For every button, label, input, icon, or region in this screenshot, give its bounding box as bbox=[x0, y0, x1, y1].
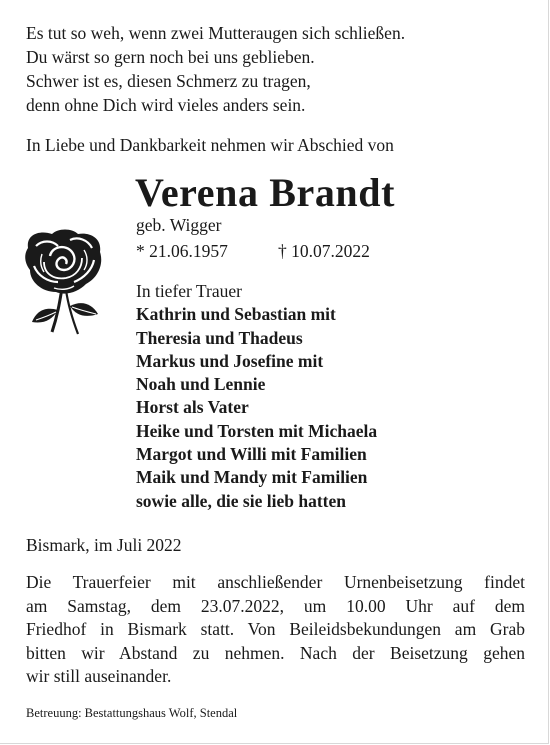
mourner-name: Markus und Josefine mit bbox=[136, 350, 324, 371]
funeral-home-credit: Betreuung: Bestattungshaus Wolf, Stendal bbox=[26, 706, 238, 720]
mourner-name: Maik und Mandy mit Familien bbox=[136, 467, 368, 488]
mourner-name: Margot und Willi mit Familien bbox=[136, 444, 367, 465]
funeral-notice bbox=[26, 571, 525, 689]
poem-line: Es tut so weh, wenn zwei Mutteraugen sich schließen. bbox=[26, 23, 406, 43]
poem-line: denn ohne Dich wird vieles anders sein. bbox=[26, 95, 306, 115]
poem bbox=[26, 21, 405, 117]
notice-line: Friedhof in Bismark statt. Von Beileidsbekundungen am Grab bbox=[26, 619, 525, 639]
mourners-lead: In tiefer Trauer bbox=[136, 281, 242, 301]
poem-line: Du wärst so gern noch bei uns geblieben. bbox=[26, 47, 315, 67]
mourner-name: sowie alle, die sie lieb hatten bbox=[136, 490, 346, 511]
poem-line: Schwer ist es, diesen Schmerz zu tragen, bbox=[26, 71, 311, 91]
notice-line: bitten wir Abstand zu nehmen. Nach der Beisetzung gehen bbox=[26, 642, 525, 663]
life-dates bbox=[136, 240, 370, 262]
death-date: † 10.07.2022 bbox=[278, 241, 370, 261]
deceased-name: Verena Brandt bbox=[135, 170, 396, 215]
place-and-date: Bismark, im Juli 2022 bbox=[26, 535, 182, 555]
birth-date: * 21.06.1957 bbox=[136, 241, 228, 261]
notice-line: Die Trauerfeier mit anschließender Urnenbeisetzung findet bbox=[26, 572, 525, 592]
mourner-name: Theresia und Thadeus bbox=[136, 327, 303, 348]
mourners-list bbox=[136, 280, 377, 513]
mourner-name: Horst als Vater bbox=[136, 397, 249, 418]
mourner-name: Noah und Lennie bbox=[136, 374, 266, 395]
mourner-name: Heike und Torsten mit Michaela bbox=[136, 420, 378, 441]
farewell-intro: In Liebe und Dankbarkeit nehmen wir Abschied von bbox=[26, 135, 394, 155]
notice-line: wir still auseinander. bbox=[26, 666, 172, 686]
notice-line: am Samstag, dem 23.07.2022, um 10.00 Uhr auf dem bbox=[26, 595, 525, 616]
maiden-name: geb. Wigger bbox=[136, 215, 222, 235]
mourner-name: Kathrin und Sebastian mit bbox=[136, 304, 336, 325]
rose-icon bbox=[22, 226, 106, 338]
